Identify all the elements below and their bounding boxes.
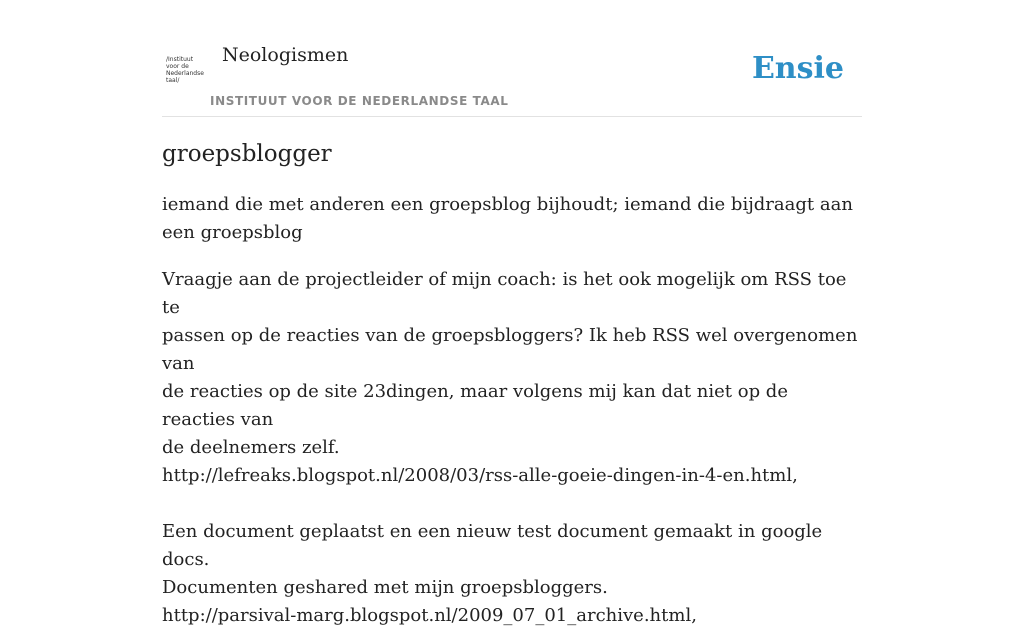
example-line: Een document geplaatst en een nieuw test document gemaakt in google docs. bbox=[162, 521, 823, 570]
institute-name[interactable]: INSTITUUT VOOR DE NEDERLANDSE TAAL bbox=[210, 94, 509, 108]
ensie-logo[interactable]: Ensie bbox=[751, 51, 844, 86]
example-source-link[interactable]: http://parsival-marg.blogspot.nl/2009_07_01_archive.html, bbox=[162, 605, 697, 626]
institute-logo[interactable]: /Instituut voor de Nederlandse taal/ bbox=[166, 56, 204, 84]
example-source-link[interactable]: http://lefreaks.blogspot.nl/2008/03/rss-alle-goeie-dingen-in-4-en.html, bbox=[162, 465, 798, 486]
site-name[interactable]: Neologismen bbox=[222, 44, 349, 66]
example-line: de deelnemers zelf. bbox=[162, 437, 340, 458]
entry-term: groepsblogger bbox=[162, 141, 332, 167]
example-line: de reacties op de site 23dingen, maar volgens mij kan dat niet op de reacties van bbox=[162, 381, 788, 430]
entry-example bbox=[162, 266, 862, 630]
example-line: Documenten geshared met mijn groepsbloggers. bbox=[162, 577, 608, 598]
entry-content bbox=[162, 138, 862, 630]
example-line: Vraagje aan de projectleider of mijn coach: is het ook mogelijk om RSS toe te bbox=[162, 269, 847, 318]
site-header bbox=[162, 0, 862, 117]
entry-definition: iemand die met anderen een groepsblog bijhoudt; iemand die bijdraagt aan een groepsblog bbox=[162, 194, 853, 243]
example-line: passen op de reacties van de groepsbloggers? Ik heb RSS wel overgenomen van bbox=[162, 325, 858, 374]
example-spacer bbox=[162, 490, 862, 518]
